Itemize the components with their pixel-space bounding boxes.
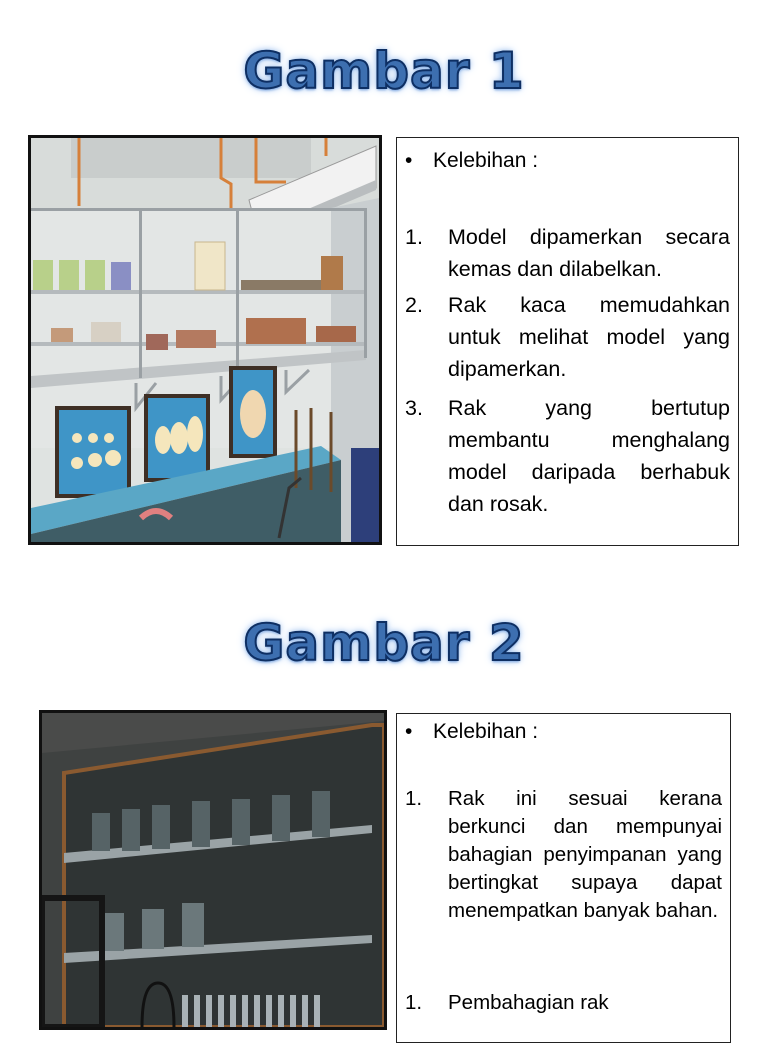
- list-text: Rak ini sesuai kerana berkunci dan mempunyai bahagian penyimpanan yang bertingkat supaya dapat menempatkan banyak bahan.: [448, 787, 722, 922]
- advantages-box-1: [396, 137, 739, 546]
- list-item: [405, 289, 730, 385]
- list-number: 2.: [405, 293, 423, 317]
- slide-title: Gambar 1: [243, 42, 525, 100]
- bullet-icon: •: [405, 720, 413, 743]
- bullet-icon: •: [405, 149, 413, 172]
- slide-title: Gambar 2: [243, 614, 525, 672]
- bullet-label: Kelebihan :: [433, 149, 539, 172]
- list-item: [405, 221, 730, 285]
- list-number: 1.: [405, 991, 423, 1014]
- cabinet-photo-illustration: [42, 713, 384, 1027]
- list-text: Rak kaca memudahkan untuk melihat model yang dipamerkan.: [448, 293, 730, 381]
- list-text: Model dipamerkan secara kemas dan dilabelkan.: [448, 225, 730, 281]
- bullet-heading: [405, 148, 538, 174]
- photo-glass-cabinet: [39, 710, 387, 1030]
- list-number: 1.: [405, 225, 423, 249]
- list-number: 3.: [405, 396, 423, 420]
- shelf-photo-illustration: [31, 138, 379, 542]
- photo-display-shelves: [28, 135, 382, 545]
- list-item: [405, 392, 730, 520]
- bullet-label: Kelebihan :: [433, 720, 539, 743]
- list-item: [405, 785, 722, 925]
- bullet-heading: [405, 719, 538, 745]
- list-text: Pembahagian rak: [448, 991, 609, 1014]
- list-item: [405, 989, 722, 1017]
- advantages-box-2: [396, 713, 731, 1043]
- list-text: Rak yang bertutup membantu menghalang model daripada berhabuk dan rosak.: [448, 396, 730, 516]
- list-number: 1.: [405, 787, 423, 810]
